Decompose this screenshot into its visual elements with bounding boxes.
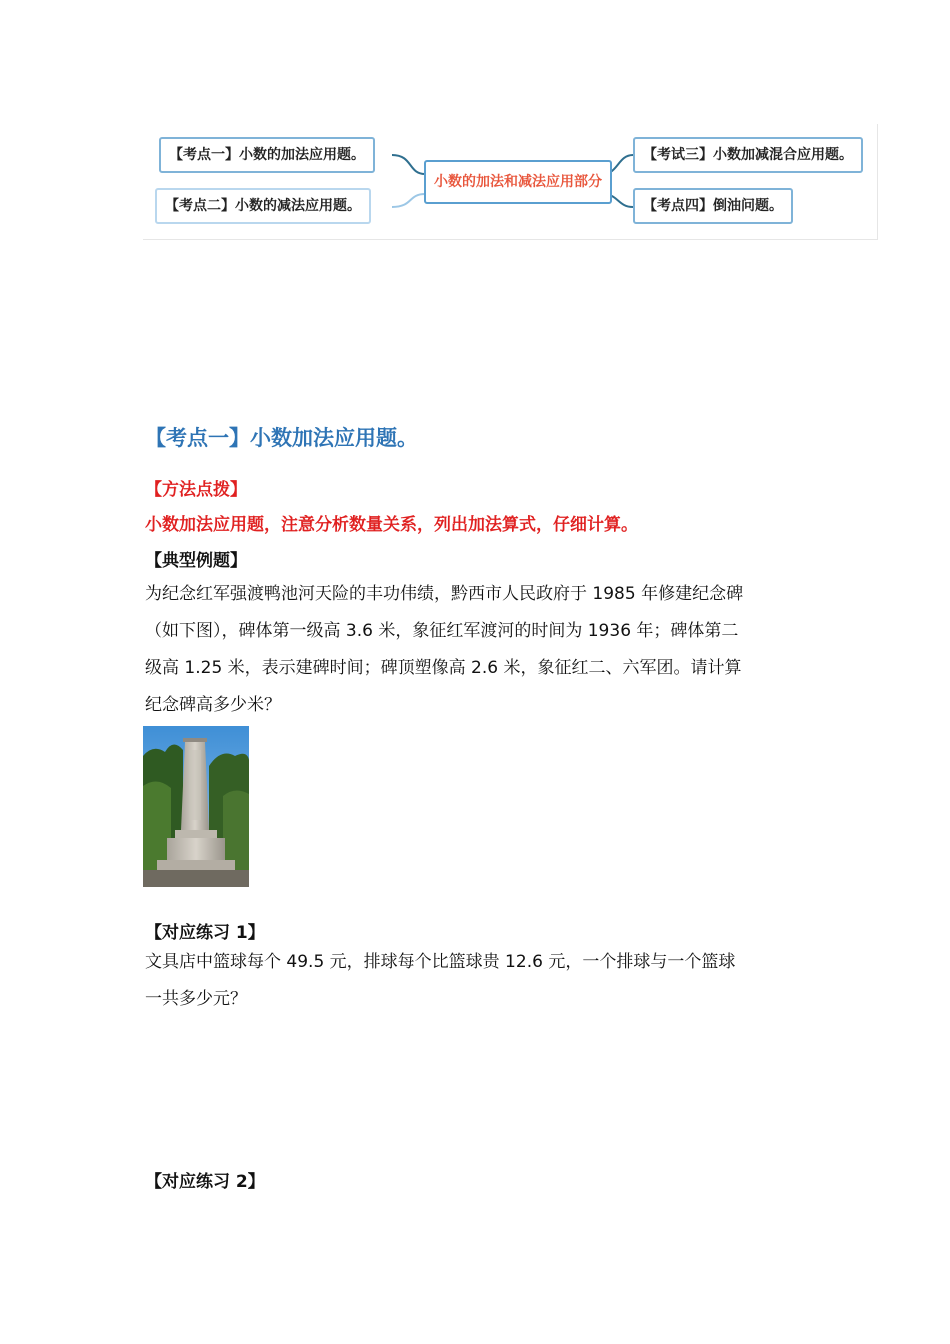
mindmap-node-kaodian-4: 【考点四】倒油问题。 (633, 188, 793, 224)
mindmap-node-kaodian-1: 【考点一】小数的加法应用题。 (159, 137, 375, 173)
example-paragraph (145, 576, 825, 724)
monument-photo (143, 726, 249, 887)
method-text: 小数加法应用题，注意分析数量关系，列出加法算式，仔细计算。 (145, 515, 638, 535)
section-heading: 【考点一】小数加法应用题。 (145, 426, 418, 450)
practice-2-label: 【对应练习 2】 (145, 1172, 265, 1192)
practice-1-line-1: 文具店中篮球每个 49.5 元，排球每个比篮球贵 12.6 元，一个排球与一个篮球 (145, 952, 736, 972)
example-line-4: 纪念碑高多少米？ (145, 695, 281, 715)
practice-1-paragraph (145, 944, 825, 1018)
mindmap-node-kaoshi-3: 【考试三】小数加减混合应用题。 (633, 137, 863, 173)
mindmap-node-kaodian-2: 【考点二】小数的减法应用题。 (155, 188, 371, 224)
mind-map-diagram (143, 124, 878, 240)
example-label: 【典型例题】 (145, 551, 247, 571)
practice-1-label: 【对应练习 1】 (145, 923, 265, 943)
practice-1-line-2: 一共多少元？ (145, 989, 247, 1009)
example-line-2: （如下图），碑体第一级高 3.6 米，象征红军渡河的时间为 1936 年；碑体第二 (145, 621, 739, 641)
example-line-3: 级高 1.25 米，表示建碑时间；碑顶塑像高 2.6 米，象征红二、六军团。请计算 (145, 658, 742, 678)
example-line-1: 为纪念红军强渡鸭池河天险的丰功伟绩，黔西市人民政府于 1985 年修建纪念碑 (145, 584, 744, 604)
mindmap-center-node: 小数的加法和减法应用部分 (424, 160, 612, 204)
method-label: 【方法点拨】 (145, 480, 247, 500)
